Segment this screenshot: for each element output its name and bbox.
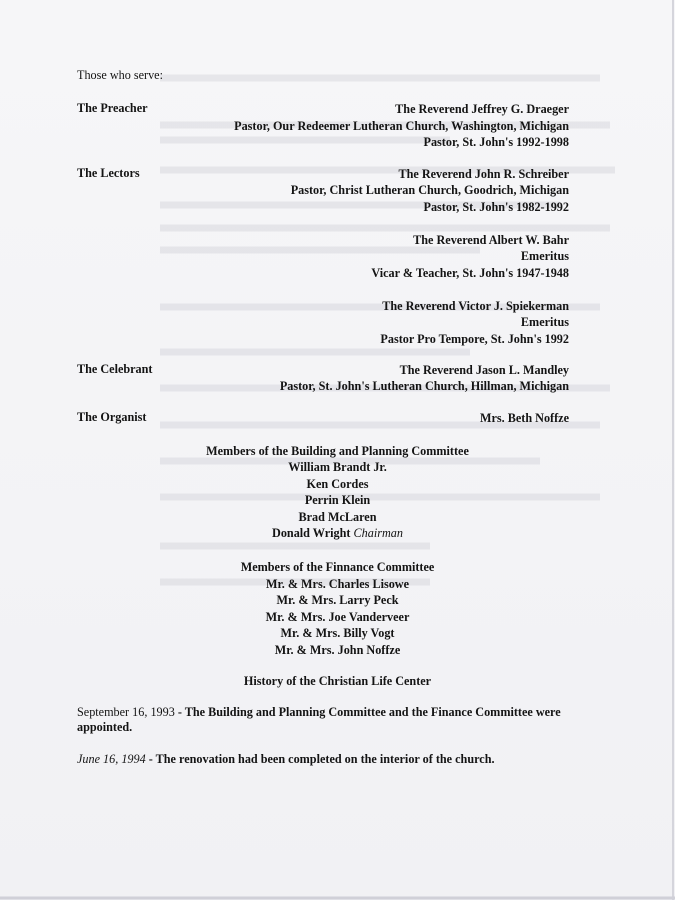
lector-2-line-1: Emeritus	[520, 249, 569, 263]
building-member-3: Perrin Klein	[304, 493, 371, 507]
lector-1-line-2: Pastor, St. John's 1982-1992	[423, 200, 569, 214]
building-chairman-line	[0, 526, 675, 541]
preacher-line-1: Pastor, Our Redeemer Lutheran Church, Washington, Michigan	[234, 119, 569, 133]
intro-text: Those who serve:	[77, 68, 163, 82]
finance-member-5: Mr. & Mrs. John Noffze	[274, 643, 401, 657]
history-entry-2-text: - The renovation had been completed on the interior of the church.	[145, 752, 495, 766]
lector-3-line-2: Pastor Pro Tempore, St. John's 1992	[380, 332, 569, 346]
lector-1-name: The Reverend John R. Schreiber	[398, 167, 569, 181]
preacher-name: The Reverend Jeffrey G. Draeger	[395, 102, 569, 116]
celebrant-line-1: Pastor, St. John's Lutheran Church, Hillman, Michigan	[279, 379, 569, 393]
lectors-role: The Lectors	[77, 166, 140, 180]
organist-name: Mrs. Beth Noffze	[479, 411, 569, 425]
history-heading: History of the Christian Life Center	[243, 674, 432, 688]
history-entry-2	[77, 752, 597, 767]
finance-member-1: Mr. & Mrs. Charles Lisowe	[265, 577, 410, 591]
lector-2-line-2: Vicar & Teacher, St. John's 1947-1948	[371, 266, 569, 280]
celebrant-role: The Celebrant	[77, 362, 153, 376]
preacher-role: The Preacher	[77, 101, 148, 115]
history-entry-2-date: June 16, 1994	[77, 752, 146, 766]
building-committee-heading: Members of the Building and Planning Committee	[206, 444, 469, 458]
lector-3-line-1: Emeritus	[520, 315, 569, 329]
chairman-name: Donald Wright	[272, 526, 351, 540]
finance-member-3: Mr. & Mrs. Joe Vanderveer	[265, 610, 410, 624]
celebrant-name: The Reverend Jason L. Mandley	[399, 363, 569, 377]
organist-role: The Organist	[77, 410, 147, 424]
history-entry-1-date: September 16, 1993	[77, 705, 175, 719]
finance-committee-heading: Members of the Finnance Committee	[240, 560, 435, 574]
building-member-1: William Brandt Jr.	[288, 460, 387, 474]
preacher-line-2: Pastor, St. John's 1992-1998	[423, 135, 569, 149]
lector-3-name: The Reverend Victor J. Spiekerman	[382, 299, 569, 313]
finance-member-2: Mr. & Mrs. Larry Peck	[276, 593, 399, 607]
lector-1-line-1: Pastor, Christ Lutheran Church, Goodrich, Michigan	[290, 183, 569, 197]
chairman-title: Chairman	[353, 526, 403, 540]
lector-2-name: The Reverend Albert W. Bahr	[413, 233, 569, 247]
history-entry-1	[77, 705, 597, 735]
building-member-2: Ken Cordes	[306, 477, 369, 491]
history-entry-1-text: - The Building and Planning Committee and the Finance Committee were appointed.	[77, 705, 561, 734]
building-member-4: Brad McLaren	[298, 510, 377, 524]
finance-member-4: Mr. & Mrs. Billy Vogt	[280, 626, 395, 640]
